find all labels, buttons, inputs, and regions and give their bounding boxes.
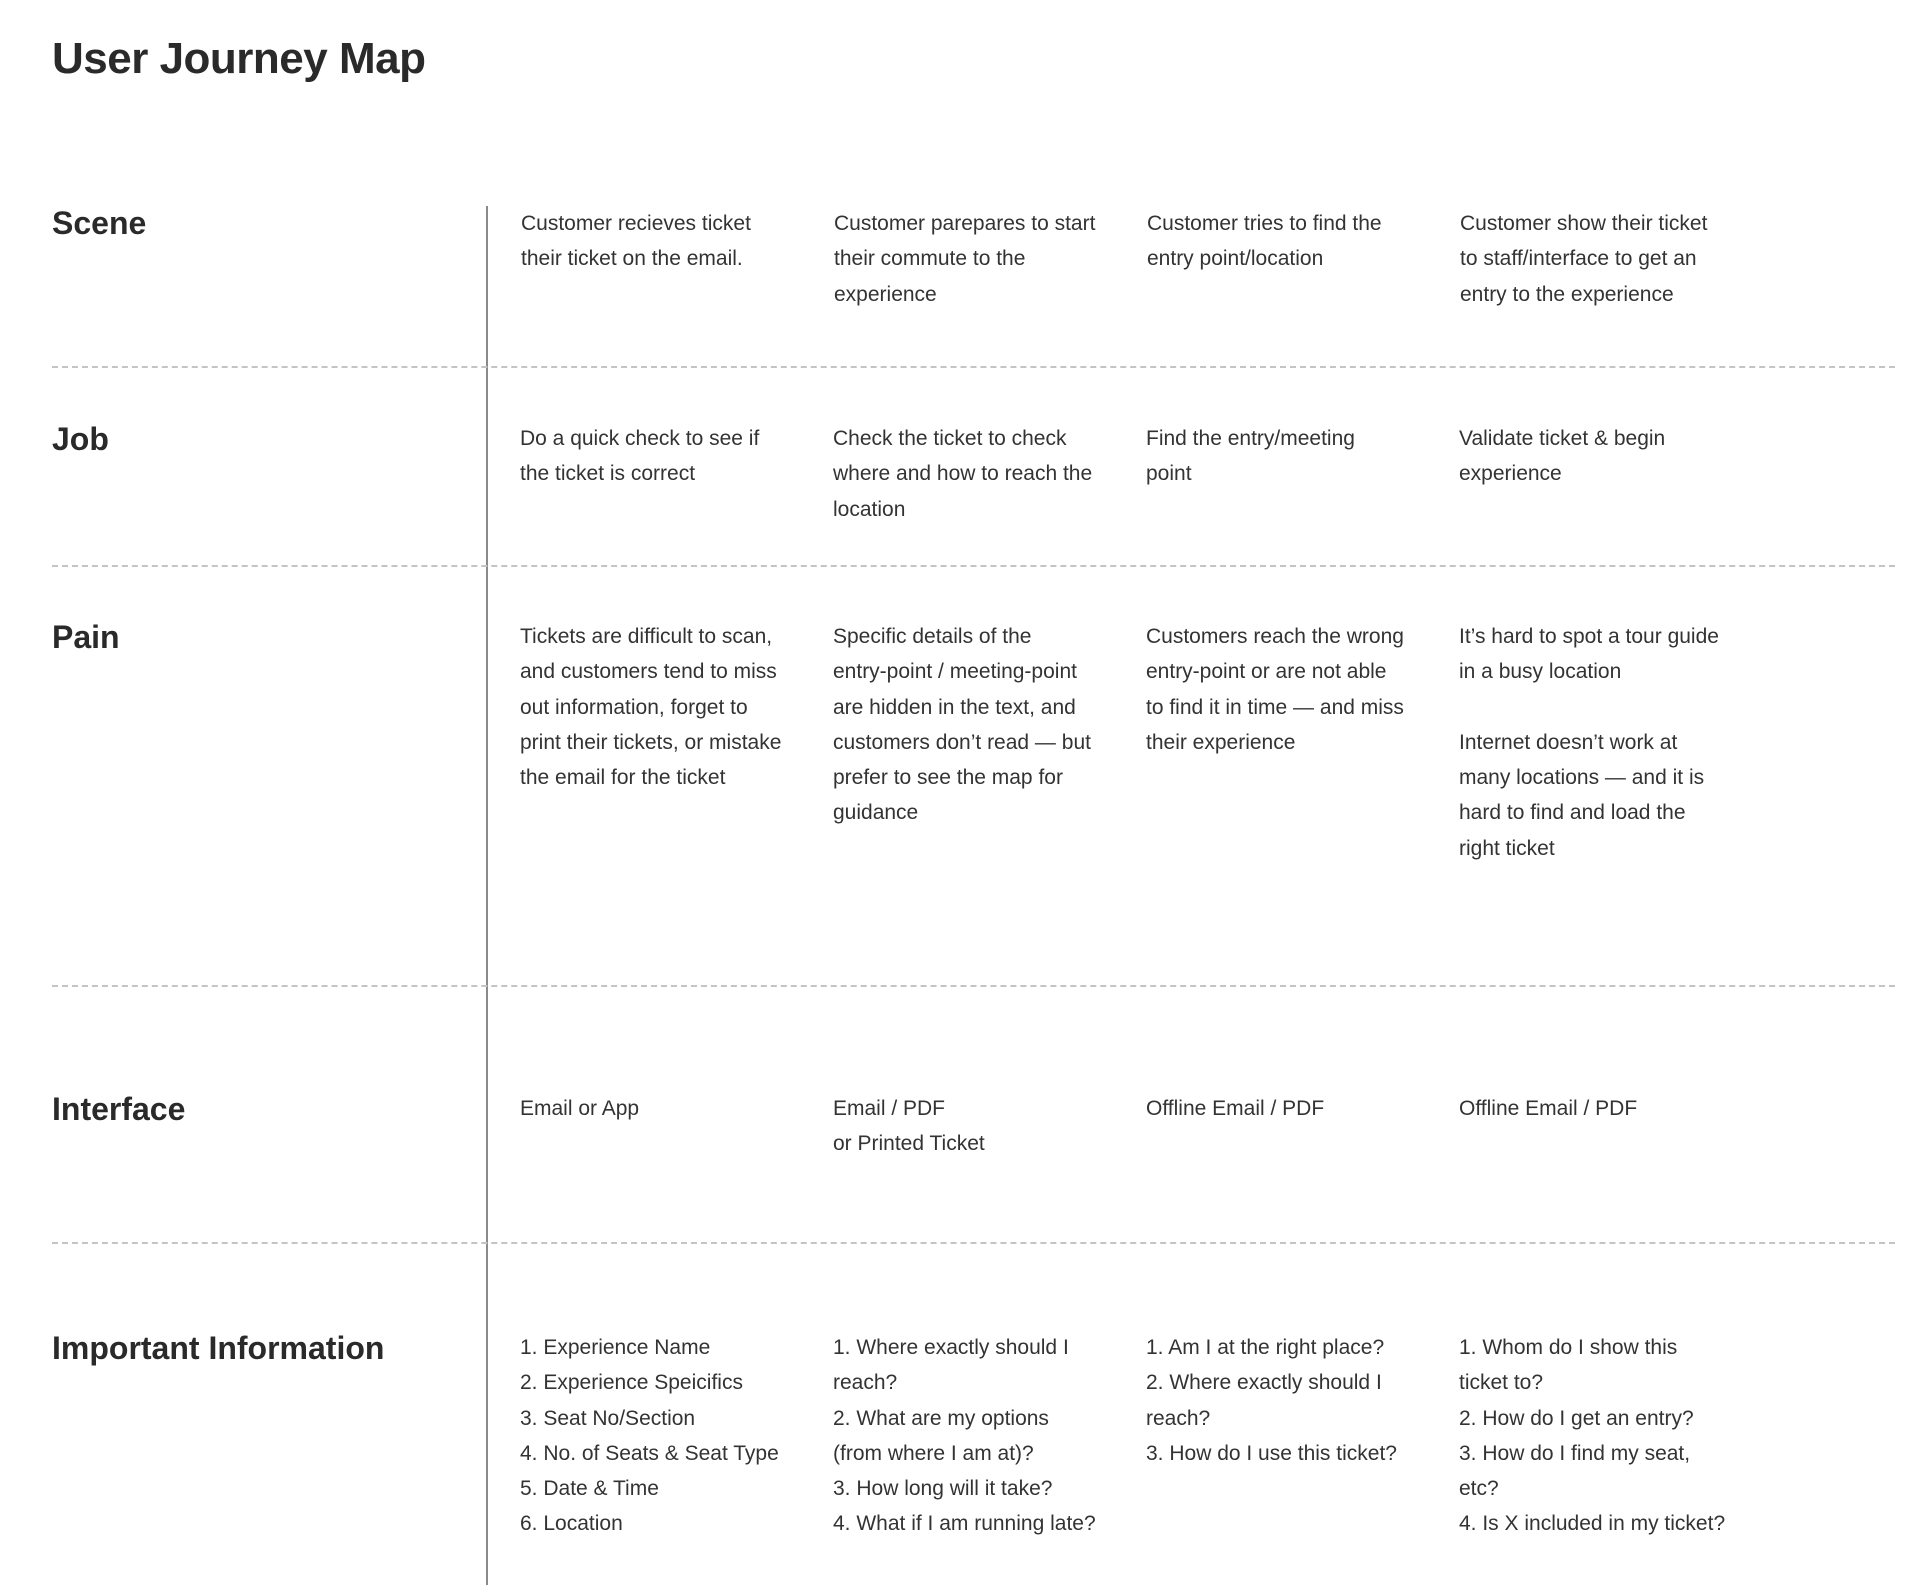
page-title: User Journey Map <box>52 34 426 83</box>
job-cell: Find the entry/meeting point <box>1146 427 1355 486</box>
important-info-cell: 1. Whom do I show this ticket to? 2. How do I get an entry? 3. How do I find my seat, etc? 4. Is X included in my ticket? <box>1459 1336 1726 1536</box>
row-label-interface: Interface <box>52 1091 186 1127</box>
job-cell: Do a quick check to see if the ticket is correct <box>520 427 760 486</box>
row-label-pain: Pain <box>52 619 120 655</box>
scene-cell: Customer parepares to start their commute to the experience <box>834 212 1096 306</box>
scene-cell: Customer show their ticket to staff/interface to get an entry to the experience <box>1460 212 1708 306</box>
interface-cell: Email or App <box>520 1097 640 1120</box>
interface-cell: Offline Email / PDF <box>1146 1097 1325 1120</box>
row-label-scene: Scene <box>52 205 147 241</box>
important-info-cell: 1. Experience Name 2. Experience Speicifics 3. Seat No/Section 4. No. of Seats & Seat Type 5. Date & Time 6. Location <box>520 1336 779 1536</box>
row-divider <box>52 1242 1895 1244</box>
row-divider <box>52 366 1895 368</box>
row-divider <box>52 985 1895 987</box>
pain-cell: Specific details of the entry-point / meeting-point are hidden in the text, and customers don’t read — but prefer to see the map for guidance <box>833 625 1091 825</box>
pain-cell: Tickets are difficult to scan, and customers tend to miss out information, forget to print their tickets, or mistake the email for the ticket <box>520 625 782 790</box>
pain-cell: It’s hard to spot a tour guide in a busy location Internet doesn’t work at many locations — and it is hard to find and load the right ticket <box>1459 625 1719 860</box>
job-cell: Check the ticket to check where and how to reach the location <box>833 427 1093 521</box>
interface-cell: Email / PDF or Printed Ticket <box>833 1097 985 1156</box>
interface-cell: Offline Email / PDF <box>1459 1097 1638 1120</box>
column-divider <box>486 206 488 1585</box>
scene-cell: Customer tries to find the entry point/location <box>1147 212 1382 271</box>
row-label-job: Job <box>52 421 109 457</box>
row-label-important-information: Important Information <box>52 1330 385 1366</box>
pain-cell: Customers reach the wrong entry-point or are not able to find it in time — and miss their experience <box>1146 625 1404 754</box>
job-cell: Validate ticket & begin experience <box>1459 427 1666 486</box>
important-info-cell: 1. Where exactly should I reach? 2. What are my options (from where I am at)? 3. How long will it take? 4. What if I am running late? <box>833 1336 1096 1536</box>
scene-cell: Customer recieves ticket their ticket on the email. <box>521 212 751 271</box>
important-info-cell: 1. Am I at the right place? 2. Where exactly should I reach? 3. How do I use this ticket? <box>1146 1336 1397 1465</box>
row-divider <box>52 565 1895 567</box>
